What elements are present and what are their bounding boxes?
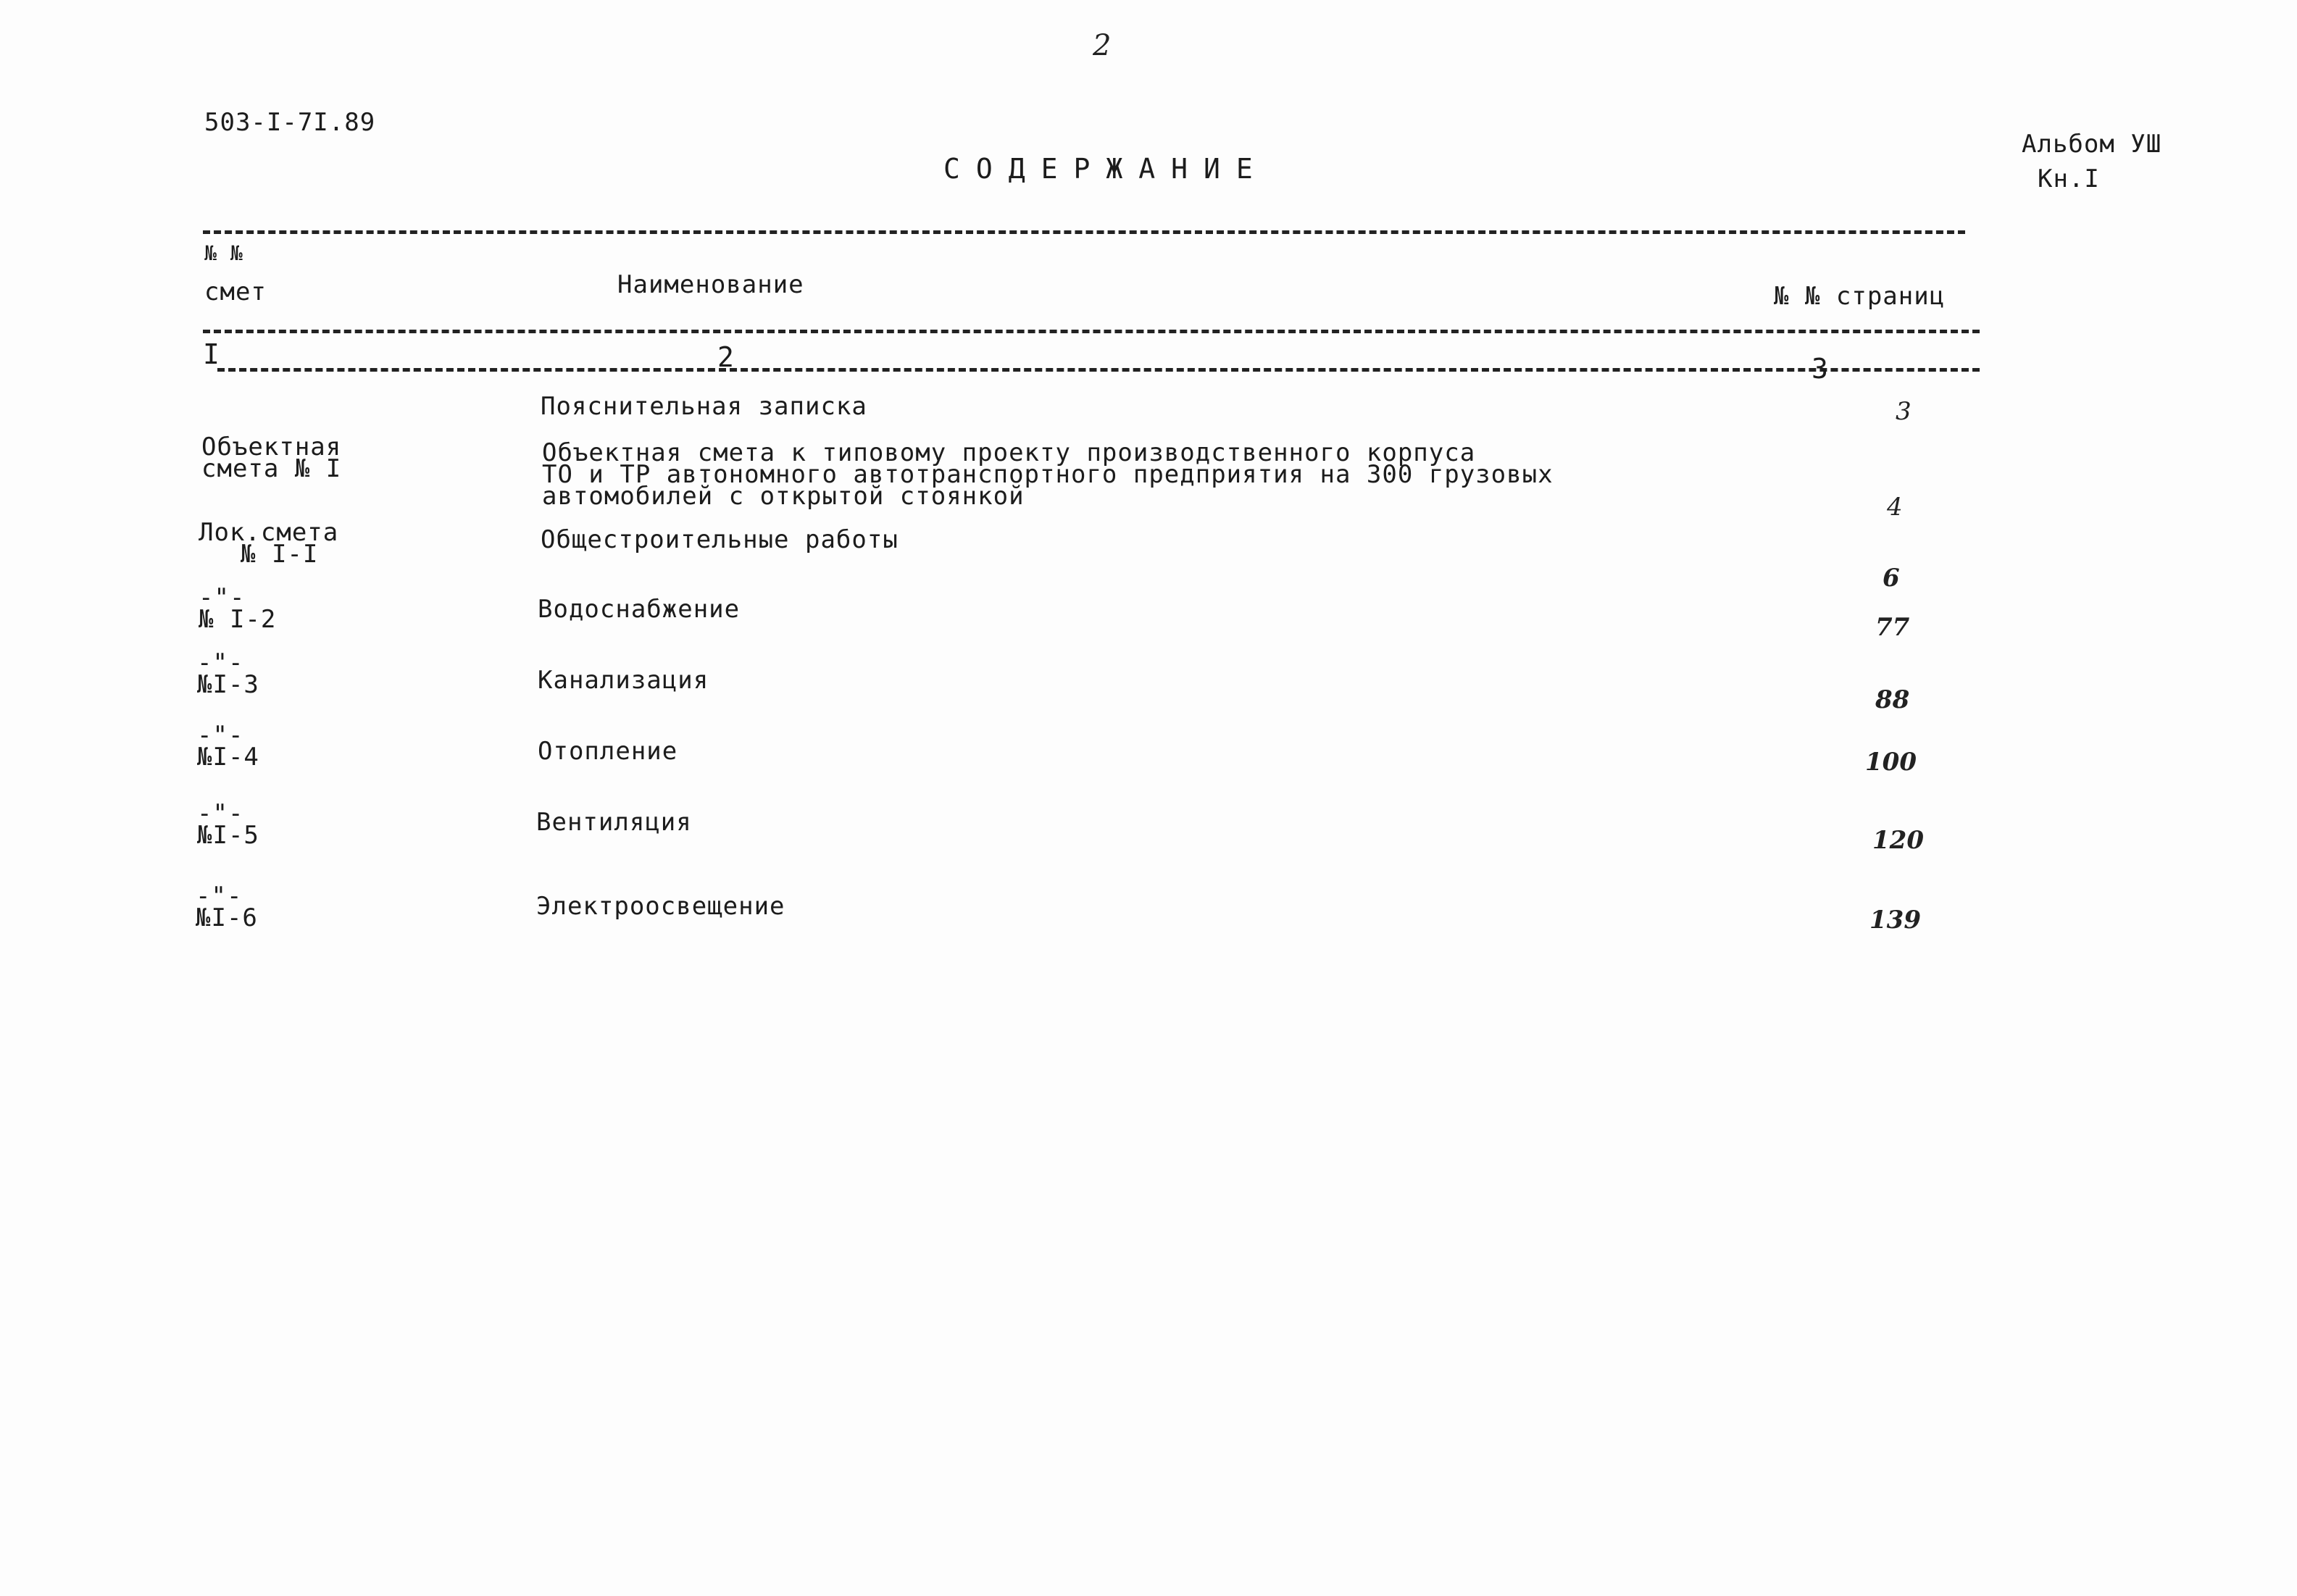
row-code-line: -"- — [197, 648, 244, 677]
row-code — [201, 433, 342, 483]
page-title: СОДЕРЖАНИЕ — [943, 153, 1269, 185]
row-code-line: -"- — [197, 799, 244, 828]
row-name-line: Объектная смета к типовому проекту производственного корпуса — [542, 438, 1476, 467]
row-name: Канализация — [538, 666, 709, 695]
row-code-line: №I-5 — [197, 821, 259, 850]
row-code-line: №I-6 — [196, 903, 258, 932]
row-name: Общестроительные работы — [541, 525, 899, 554]
row-code-line: Лок.смета — [199, 518, 339, 547]
row-name: Водоснабжение — [538, 595, 741, 624]
row-code-line: №I-4 — [197, 743, 259, 772]
table-top-rule — [203, 230, 1965, 234]
row-name — [542, 438, 1554, 511]
row-code-line: смета № I — [201, 454, 342, 483]
row-code-line: -"- — [197, 721, 244, 750]
col3-header: № № страниц — [1774, 282, 1946, 311]
row-code-line: № I-2 — [199, 605, 277, 634]
row-code — [197, 648, 259, 699]
row-name: Пояснительная записка — [541, 392, 867, 421]
row-page: 4 — [1887, 493, 1903, 522]
col1-header-line2: смет — [204, 277, 267, 306]
row-page: 88 — [1875, 685, 1910, 714]
column-number-3: 3 — [1812, 353, 1829, 385]
row-page: 3 — [1896, 397, 1912, 426]
row-page: 139 — [1869, 906, 1921, 935]
header-bottom-rule — [203, 330, 1980, 333]
col1-header-line1: № № — [204, 241, 243, 265]
row-code-line: Объектная — [201, 433, 342, 461]
column-number-1: I — [203, 338, 220, 370]
row-code — [199, 583, 277, 634]
row-code — [196, 882, 258, 932]
document-code: 503-I-7I.89 — [204, 108, 376, 137]
row-name-line: автомобилей с открытой стоянкой — [542, 482, 1025, 511]
row-name-line: ТО и ТР автономного автотранспортного предприятия на 300 грузовых — [542, 460, 1554, 489]
row-code — [197, 799, 259, 850]
book-label: Кн.I — [2038, 164, 2100, 193]
row-name: Вентиляция — [536, 808, 692, 837]
row-code — [197, 721, 259, 772]
row-page: 77 — [1875, 613, 1910, 642]
row-page: 120 — [1872, 826, 1924, 855]
row-name: Отопление — [538, 737, 678, 766]
row-code-line: № I-I — [241, 540, 319, 569]
row-name: Электроосвещение — [536, 892, 785, 921]
row-page: 6 — [1883, 564, 1900, 593]
row-code-line: -"- — [199, 583, 246, 612]
column-numbers-rule — [217, 368, 1980, 372]
row-code — [199, 518, 339, 569]
row-page: 100 — [1865, 748, 1917, 777]
col2-header: Наименование — [617, 270, 804, 299]
column-number-2: 2 — [717, 341, 735, 373]
album-label: Альбом УШ — [2022, 130, 2162, 159]
row-code-line: -"- — [196, 882, 243, 911]
page-number: 2 — [1093, 29, 1112, 62]
row-code-line: №I-3 — [197, 670, 259, 699]
